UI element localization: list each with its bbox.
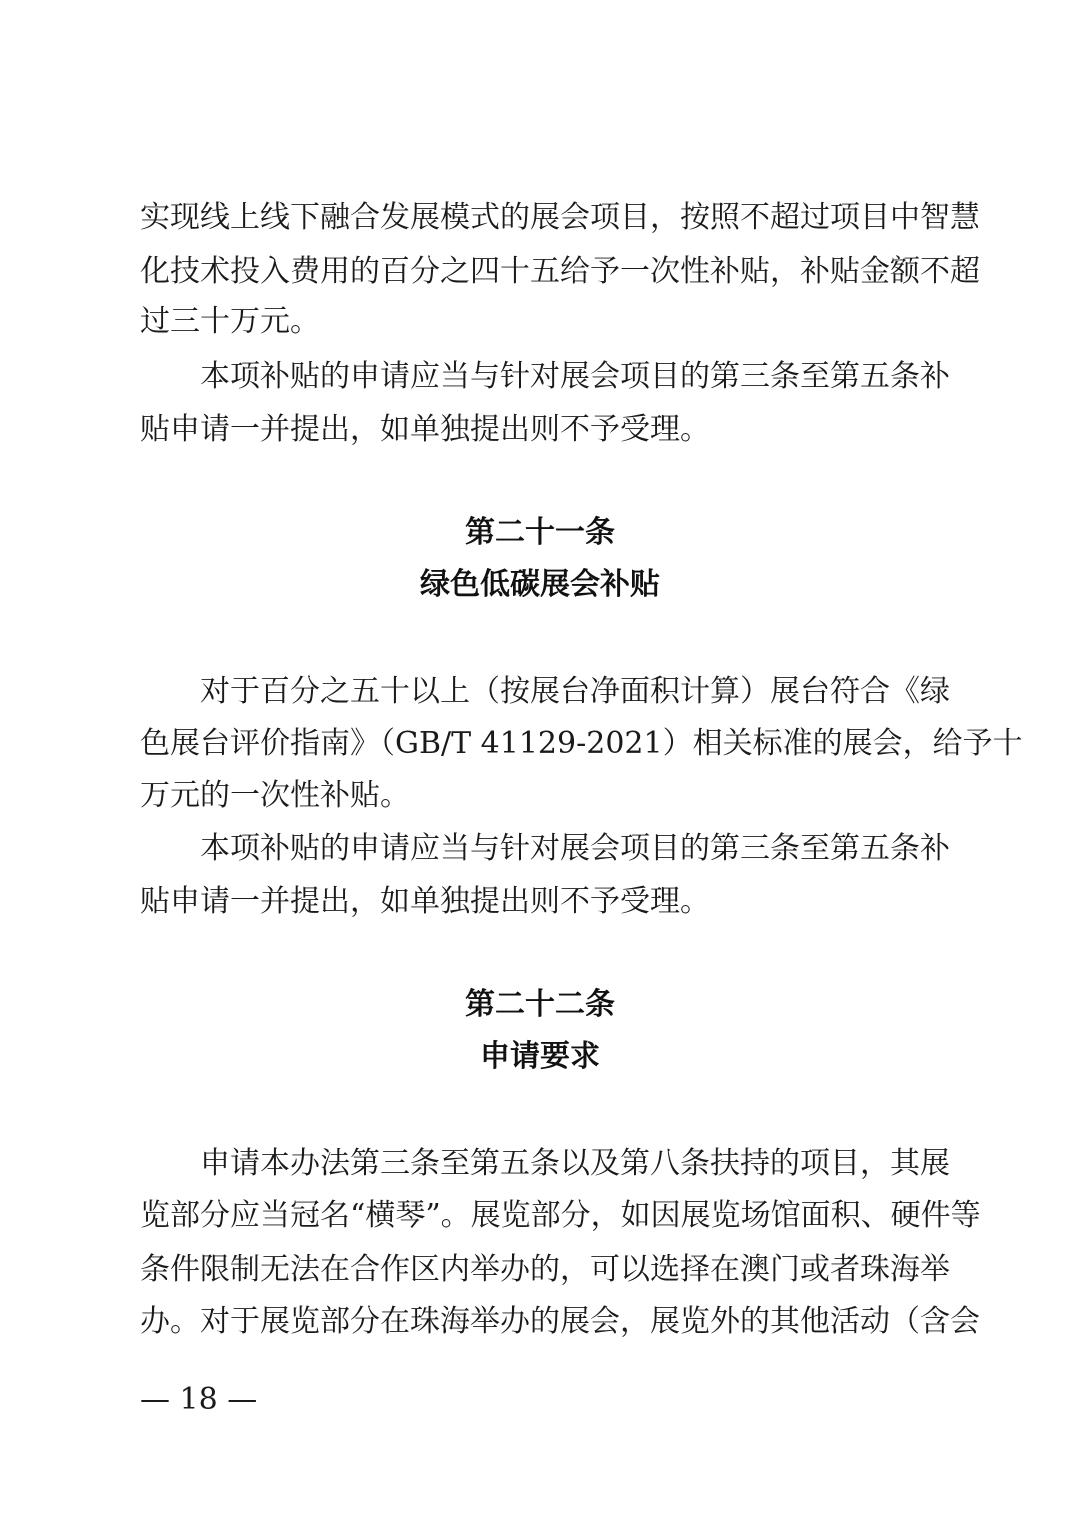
text-line: 化技术投入费用的百分之四十五给予一次性补贴，补贴金额不超 [140,254,980,289]
text-line: 贴申请一并提出，如单独提出则不予受理。 [140,412,710,447]
text-line: 本项补贴的申请应当与针对展会项目的第三条至第五条补 [200,831,950,866]
text-line: 览部分应当冠名“横琴”。展览部分，如因展览场馆面积、硬件等 [140,1198,981,1233]
text-line: 对于百分之五十以上（按展台净面积计算）展台符合《绿 [200,674,950,709]
text-line: 本项补贴的申请应当与针对展会项目的第三条至第五条补 [200,359,950,394]
text-line: 办。对于展览部分在珠海举办的展会，展览外的其他活动（含会 [140,1304,980,1339]
text-line: 申请本办法第三条至第五条以及第八条扶持的项目，其展 [200,1146,950,1181]
text-line: 色展台评价指南》（GB/T 41129-2021）相关标准的展会，给予十 [140,726,1023,761]
article-21-title: 绿色低碳展会补贴 [420,567,660,602]
article-22-title: 申请要求 [480,1039,600,1074]
page-number: — 18 — [140,1382,258,1417]
text-line: 万元的一次性补贴。 [140,778,410,813]
article-21-number: 第二十一条 [465,515,615,550]
article-22-number: 第二十二条 [465,987,615,1022]
text-line: 过三十万元。 [140,304,320,339]
text-line: 条件限制无法在合作区内举办的，可以选择在澳门或者珠海举 [140,1252,950,1287]
text-line: 实现线上线下融合发展模式的展会项目，按照不超过项目中智慧 [140,200,980,235]
text-line: 贴申请一并提出，如单独提出则不予受理。 [140,884,710,919]
